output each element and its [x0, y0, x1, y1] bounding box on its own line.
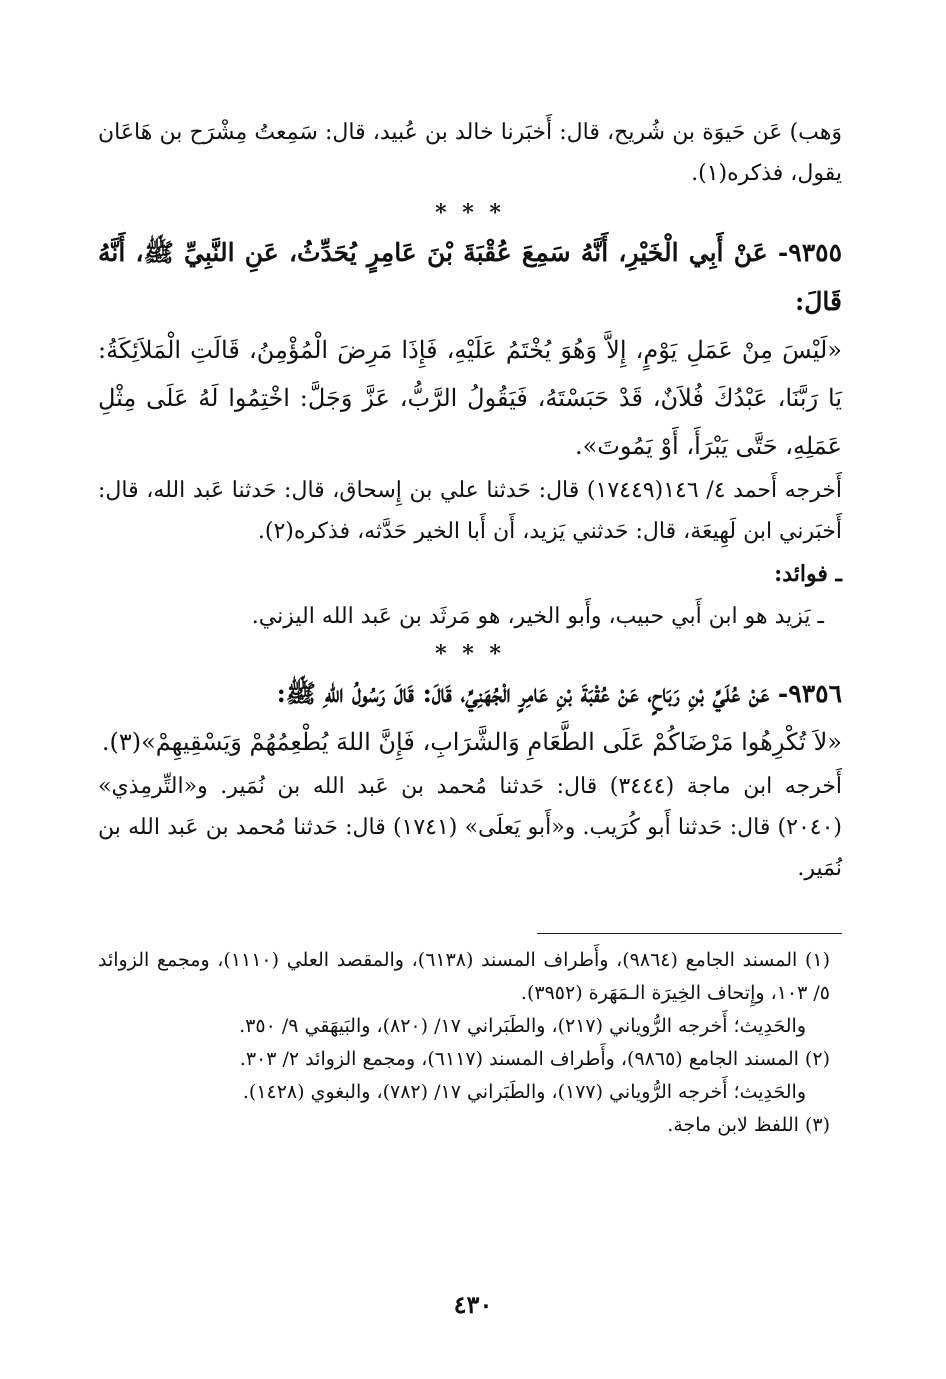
footnote-1: (١) المسند الجامع (٩٨٦٤)، وأَطراف المسند (٦١٣٨)، والمقصد العلي (١١١٠)، ومجمع الزوائد ٥/ ١٠٣، وإِتحاف الخِيرَة الـمَهَرة (٣٩٥٢).	[98, 949, 830, 1004]
footnote-1-extra: والحَدِيث؛ أَخرجه الرُّوياني (٢١٧)، والطَبَراني ١٧/ (٨٢٠)، والبَيهَقي ٩/ ٣٥٠.	[239, 1015, 806, 1037]
hadith-9355-heading: ٩٣٥٥- عَنْ أَبِي الْخَيْرِ، أَنَّهُ سَمِعَ عُقْبَةَ بْنَ عَامِرٍ يُحَدِّثُ، عَنِ النَّبِيِّ ﷺ، أَنَّهُ قَالَ:	[98, 238, 842, 316]
footnote-2-extra: والحَدِيث؛ أَخرجه الرُّوياني (١٧٧)، والطَبَراني ١٧/ (٧٨٢)، والبغوي (١٤٢٨).	[242, 1081, 806, 1103]
hadith-9355-takhrij: أَخرجه أَحمد ٤/ ١٤٦(١٧٤٤٩) قال: حَدثنا علي بن إِسحاق، قال: حَدثنا عَبد الله، قال: أَخبَرني ابن لَهِيعَة، قال: حَدثني يَزيد، أَن أَبا الخير حَدَّثه، فذكره(٢).	[98, 478, 842, 544]
paragraph-continuation: وَهب) عَن حَيوَة بن شُريح، قال: أَخبَرنا خالد بن عُبيد، قال: سَمِعتُ مِشْرَح بن هَاعَان يقول، فذكره(١).	[98, 120, 842, 186]
footnote-2: (٢) المسند الجامع (٩٨٦٥)، وأَطراف المسند (٦١١٧)، ومجمع الزوائد ٢/ ٣٠٣.	[239, 1048, 830, 1070]
hadith-9356-takhrij: أَخرجه ابن ماجة (٣٤٤٤) قال: حَدثنا مُحمد بن عَبد الله بن نُمَير. و«التِّرمِذي» (٢٠٤٠) قال: حَدثنا أَبو كُرَيب. و«أَبو يَعلَى» (١٧٤١) قال: حَدثنا مُحمد بن عَبد الله بن نُمَير.	[98, 774, 842, 881]
section-separator: * * *	[435, 200, 505, 226]
footnotes	[98, 944, 842, 1142]
fawaid-label: ـ فوائد:	[774, 561, 842, 587]
hadith-9355-text: «لَيْسَ مِنْ عَمَلِ يَوْمٍ، إِلاَّ وَهُوَ يُخْتَمُ عَلَيْهِ، فَإِذَا مَرِضَ الْمُؤْمِنُ، قَالَتِ الْمَلاَئِكَةُ: يَا رَبَّنَا، عَبْدُكَ فُلاَنٌ، قَدْ حَبَسْتَهُ، فَيَقُولُ الرَّبُّ، عَزَّ وَجَلَّ: اخْتِمُوا لَهُ عَلَى مِثْلِ عَمَلِهِ، حَتَّى يَبْرَأَ، أَوْ يَمُوتَ».	[98, 336, 842, 460]
fawaid-text: ـ يَزيد هو ابن أَبي حبيب، وأَبو الخير، هو مَرثَد بن عَبد الله اليزني.	[251, 604, 824, 629]
section-separator: * * *	[435, 641, 505, 667]
footnote-divider	[537, 933, 842, 934]
hadith-9356-text: «لاَ تُكْرِهُوا مَرْضَاكُمْ عَلَى الطَّعَامِ وَالشَّرَابِ، فَإِنَّ اللهَ يُطْعِمُهُمْ وَيَسْقِيهِمْ»(٣).	[101, 728, 842, 756]
hadith-9356-heading: ٩٣٥٦- عَنْ عُلَيِّ بْنِ رَبَاحٍ، عَنْ عُقْبَةَ بْنِ عَامِرٍ الْجُهَنِيِّ، قَالَ: قَالَ رَسُولُ اللهِ ﷺ:	[276, 679, 842, 708]
page-number: ٤٣٠	[453, 1290, 493, 1319]
footnote-3: (٣) اللفظ لابن ماجة.	[667, 1114, 830, 1136]
